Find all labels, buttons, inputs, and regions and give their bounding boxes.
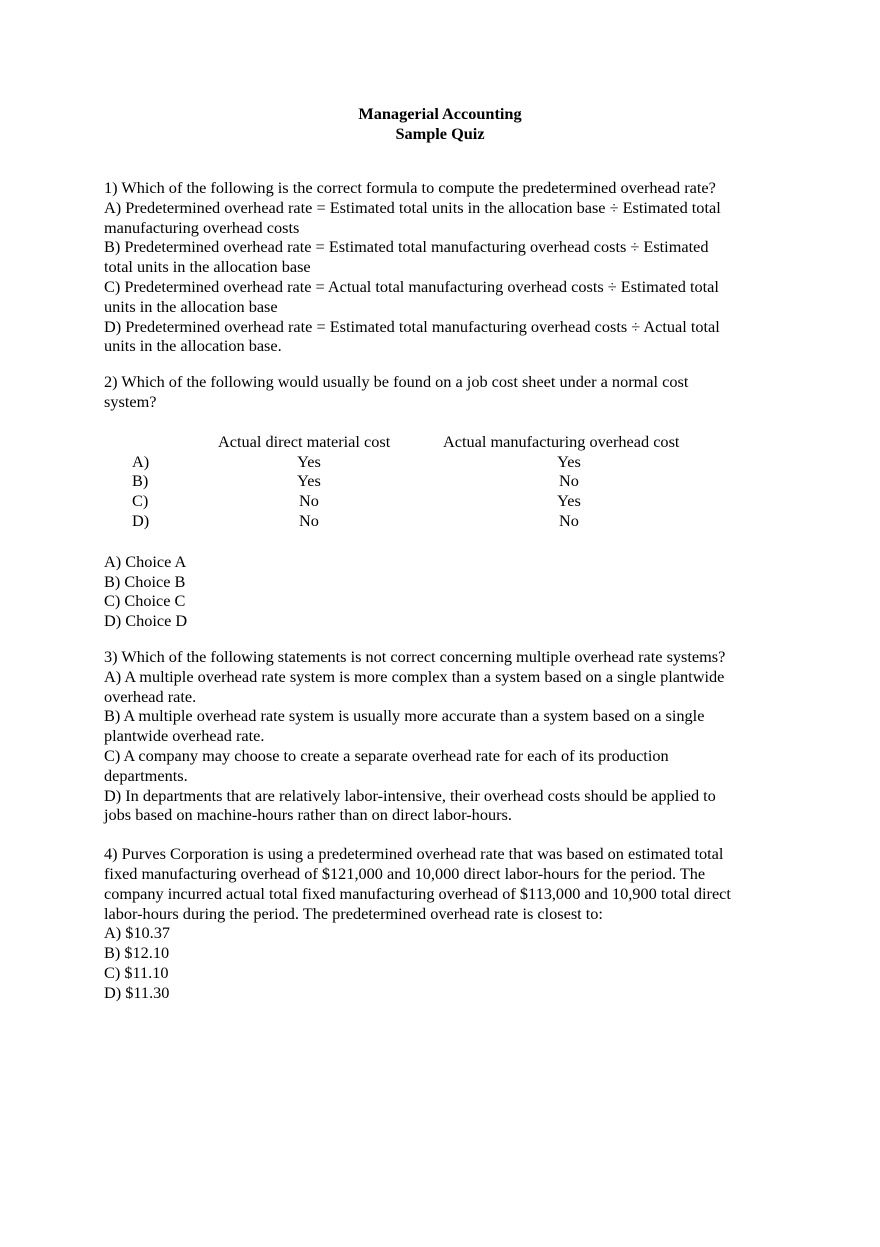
question-1-text: 1) Which of the following is the correct formula to compute the predetermined overhead rate? [104, 178, 716, 197]
document-title: Managerial Accounting [358, 104, 522, 123]
question-2-choices [104, 552, 784, 631]
question-4-choice-a: A) $10.37 [104, 923, 171, 943]
spacer [104, 631, 784, 647]
table-cell: No [299, 491, 319, 511]
question-3-option-d-cont: jobs based on machine-hours rather than on direct labor-hours. [104, 805, 512, 825]
question-2-text-cont: system? [104, 391, 157, 411]
question-3-option-a-cont: overhead rate. [104, 686, 197, 706]
table-row-label: B) [132, 471, 149, 491]
question-2-choice-d: D) Choice D [104, 611, 188, 631]
question-4-choice-b: B) $12.10 [104, 943, 170, 963]
question-4-choice-d: D) $11.30 [104, 982, 170, 1002]
question-4-text-cont: fixed manufacturing overhead of $121,000 and 10,000 direct labor-hours for the period. The [104, 863, 706, 883]
question-1-option-c-cont: units in the allocation base [104, 296, 278, 316]
question-3-text: 3) Which of the following statements is not correct concerning multiple overhead rate systems? [104, 646, 726, 666]
spacer [104, 825, 784, 844]
table-header-direct-material: Actual direct material cost [218, 431, 391, 451]
question-2 [104, 372, 784, 412]
question-3-option-c: C) A company may choose to create a separate overhead rate for each of its production [104, 745, 669, 765]
question-2-choice-a: A) Choice A [104, 551, 187, 571]
document-subtitle: Sample Quiz [395, 124, 485, 143]
question-4-text: 4) Purves Corporation is using a predetermined overhead rate that was based on estimated total [104, 844, 724, 864]
question-1-option-a-cont: manufacturing overhead costs [104, 217, 300, 237]
table-cell: Yes [557, 491, 581, 511]
question-3-option-d: D) In departments that are relatively labor-intensive, their overhead costs should be applied to [104, 785, 716, 805]
question-3 [104, 647, 784, 825]
table-cell: No [559, 510, 579, 530]
question-2-choice-c: C) Choice C [104, 591, 186, 611]
spacer [104, 532, 784, 552]
question-3-option-a: A) A multiple overhead rate system is more complex than a system based on a single plantwide [104, 666, 725, 686]
table-cell: Yes [297, 451, 321, 471]
question-3-option-b: B) A multiple overhead rate system is usually more accurate than a system based on a single [104, 706, 705, 726]
table-cell: Yes [557, 451, 581, 471]
question-1-option-d-cont: units in the allocation base. [104, 336, 282, 356]
table-row-label: C) [132, 491, 149, 511]
question-1 [104, 178, 784, 356]
question-4-text-cont: labor-hours during the period. The predetermined overhead rate is closest to: [104, 903, 603, 923]
question-3-option-b-cont: plantwide overhead rate. [104, 726, 265, 746]
title-block [0, 104, 880, 144]
table-cell: No [559, 471, 579, 491]
quiz-content [104, 178, 784, 1003]
table-row-label: A) [132, 451, 150, 471]
question-2-text: 2) Which of the following would usually be found on a job cost sheet under a normal cost [104, 372, 689, 392]
question-3-option-c-cont: departments. [104, 765, 188, 785]
table-cell: Yes [297, 471, 321, 491]
table-row-label: D) [132, 510, 150, 530]
question-2-choice-b: B) Choice B [104, 571, 186, 591]
table-header-manufacturing-overhead: Actual manufacturing overhead cost [443, 431, 680, 451]
table-cell: No [299, 510, 319, 530]
question-1-option-d: D) Predetermined overhead rate = Estimated total manufacturing overhead costs ÷ Actual total [104, 316, 720, 336]
choice-table [104, 432, 784, 532]
question-1-option-b: B) Predetermined overhead rate = Estimated total manufacturing overhead costs ÷ Estimated [104, 237, 709, 257]
spacer [104, 412, 784, 432]
question-4-text-cont: company incurred actual total fixed manufacturing overhead of $113,000 and 10,900 total direct [104, 883, 731, 903]
question-4-choice-c: C) $11.10 [104, 962, 169, 982]
question-1-option-b-cont: total units in the allocation base [104, 257, 311, 277]
question-4 [104, 844, 784, 1002]
question-1-option-a: A) Predetermined overhead rate = Estimated total units in the allocation base ÷ Estimated total [104, 197, 721, 217]
spacer [104, 356, 784, 372]
question-1-option-c: C) Predetermined overhead rate = Actual total manufacturing overhead costs ÷ Estimated total [104, 276, 719, 296]
